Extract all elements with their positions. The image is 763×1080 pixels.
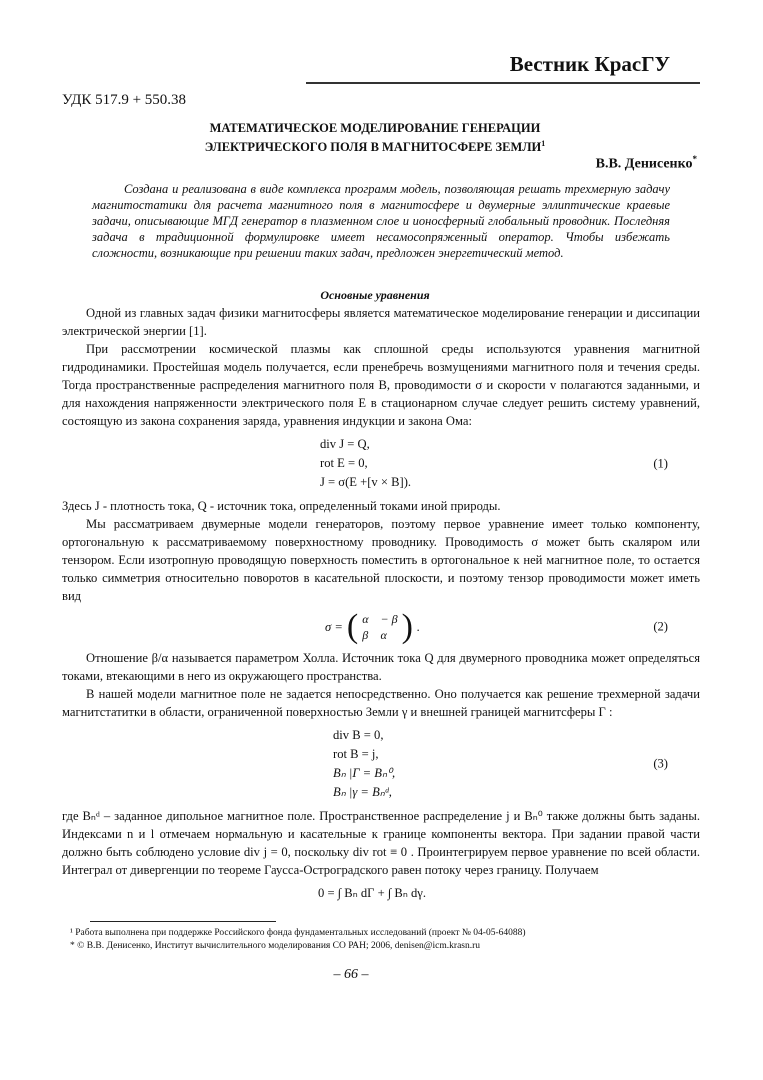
equation-3	[62, 726, 700, 802]
paragraph: Мы рассматриваем двумерные модели генераторов, поэтому первое уравнение имеет только компоненту, ортогональную к рассматриваемому поверхностному проводнику. Проводимость σ может быть скаляром или тензором. Если изотропную проводящую поверхность поместить в ортогональное к ней магнитное поле, то остается только симметрия относительно поворотов в касательной плоскости, и поэтому тензор проводимости может иметь вид	[62, 517, 700, 603]
equation-line: Bₙ |Γ = Bₙ⁰,	[333, 766, 396, 780]
article-body	[62, 304, 700, 983]
equation-line: Bₙ |γ = Bₙᵈ,	[333, 785, 392, 799]
equation-4	[62, 884, 700, 903]
section-heading: Основные уравнения	[320, 288, 430, 302]
journal-title: Вестник КрасГУ	[509, 52, 670, 76]
paragraph: Отношение β/α называется параметром Холла. Источник тока Q для двумерного проводника может определяться токами, втекающими в него из окружающего пространства.	[62, 651, 700, 683]
equation-1	[62, 435, 700, 492]
equation-number: (3)	[653, 756, 668, 771]
footnote-1: ¹ Работа выполнена при поддержке Российского фонда фундаментальных исследований (проект № 04-05-64088)	[70, 928, 526, 938]
equation-line: J = σ(E +[v × B]).	[320, 475, 412, 489]
paragraph: Здесь J - плотность тока, Q - источник тока, определенный токами иной природы.	[62, 499, 501, 513]
matrix-tail: .	[416, 619, 421, 634]
matrix-lhs: σ =	[325, 619, 343, 634]
equation-number: (1)	[653, 456, 668, 470]
equation-line: 0 = ∫ Bₙ dΓ + ∫ Bₙ dγ.	[318, 886, 427, 900]
page-number: – 66 –	[333, 967, 369, 982]
right-paren: )	[401, 608, 413, 645]
article-title	[62, 121, 688, 155]
paragraph: В нашей модели магнитное поле не задается непосредственно. Оно получается как решение трехмерной задачи магнитстатитки в области, ограниченной поверхностью Земли γ и внешней границей магнитсферы Γ :	[62, 687, 700, 719]
author	[596, 154, 697, 173]
udk-code: УДК 517.9 + 550.38	[62, 92, 187, 108]
equation-2	[62, 610, 700, 644]
paragraph: Одной из главных задач физики магнитосферы является математическое моделирование генерации и диссипации электрической энергии [1].	[62, 306, 700, 338]
matrix-cell: − β	[380, 612, 398, 626]
author-mark: *	[692, 154, 697, 164]
paragraph: где Bₙᵈ – заданное дипольное магнитное поле. Пространственное распределение j и Bₙ⁰ также должны быть заданы. Индексами n и l отмечаем нормальную и касательные к границе компоненты вектора. При задании правой части должно быть соблюдено условие div j = 0, поскольку div rot ≡ 0 . Проинтегрируем первое уравнение по всей области. Интеграл от дивергенции по теореме Гаусса-Остроградского равен потоку через границу. Получаем	[62, 809, 700, 877]
footnote-2: * © В.В. Денисенко, Институт вычислительного моделирования СО РАН; 2006, denisen@icm.krasn.ru	[70, 941, 481, 951]
footnote-rule	[90, 921, 276, 922]
header-rule	[306, 82, 700, 84]
matrix-cell: α	[380, 628, 387, 642]
abstract: Создана и реализована в виде комплекса программ модель, позволяющая решать трехмерную задачу магнитостатики для расчета магнитного поля в магнитосфере и двумерные эллиптические краевые задачи, описывающие МГД генератор в плазменном слое и ионосферный глобальный проводник. Последняя задача в традиционной формулировке имеет несамосопряженный оператор. Чтобы избежать сложности, возникающие при решении таких задач, предложен энергетический метод.	[92, 182, 670, 260]
equation-line: div J = Q,	[320, 437, 370, 451]
footnotes	[62, 921, 700, 953]
title-footnote-mark: 1	[541, 139, 546, 148]
equation-line: rot B = j,	[333, 747, 379, 761]
matrix-cell: α	[362, 612, 369, 626]
author-name: В.В. Денисенко	[595, 156, 693, 172]
title-line-1: МАТЕМАТИЧЕСКОЕ МОДЕЛИРОВАНИЕ ГЕНЕРАЦИИ	[209, 121, 541, 135]
paragraph: При рассмотрении космической плазмы как сплошной среды используются уравнения магнитной гидродинамики. Простейшая модель получается, если пренебречь возмущениями магнитного поля и течения среды. Тогда пространственные распределения магнитного поля B, проводимости σ и скорости v полагаются заданными, и для нахождения напряженности электрического поля E в стационарном случае следует решить систему уравнений, состоящую из закона сохранения заряда, уравнения индукции и закона Ома:	[62, 342, 700, 428]
left-paren: (	[346, 608, 359, 645]
equation-line: div B = 0,	[333, 728, 384, 742]
equation-number: (2)	[653, 619, 668, 634]
equation-line: rot E = 0,	[320, 456, 368, 470]
matrix-cell: β	[362, 628, 369, 642]
title-line-2: ЭЛЕКТРИЧЕСКОГО ПОЛЯ В МАГНИТОСФЕРЕ ЗЕМЛИ	[204, 140, 542, 155]
